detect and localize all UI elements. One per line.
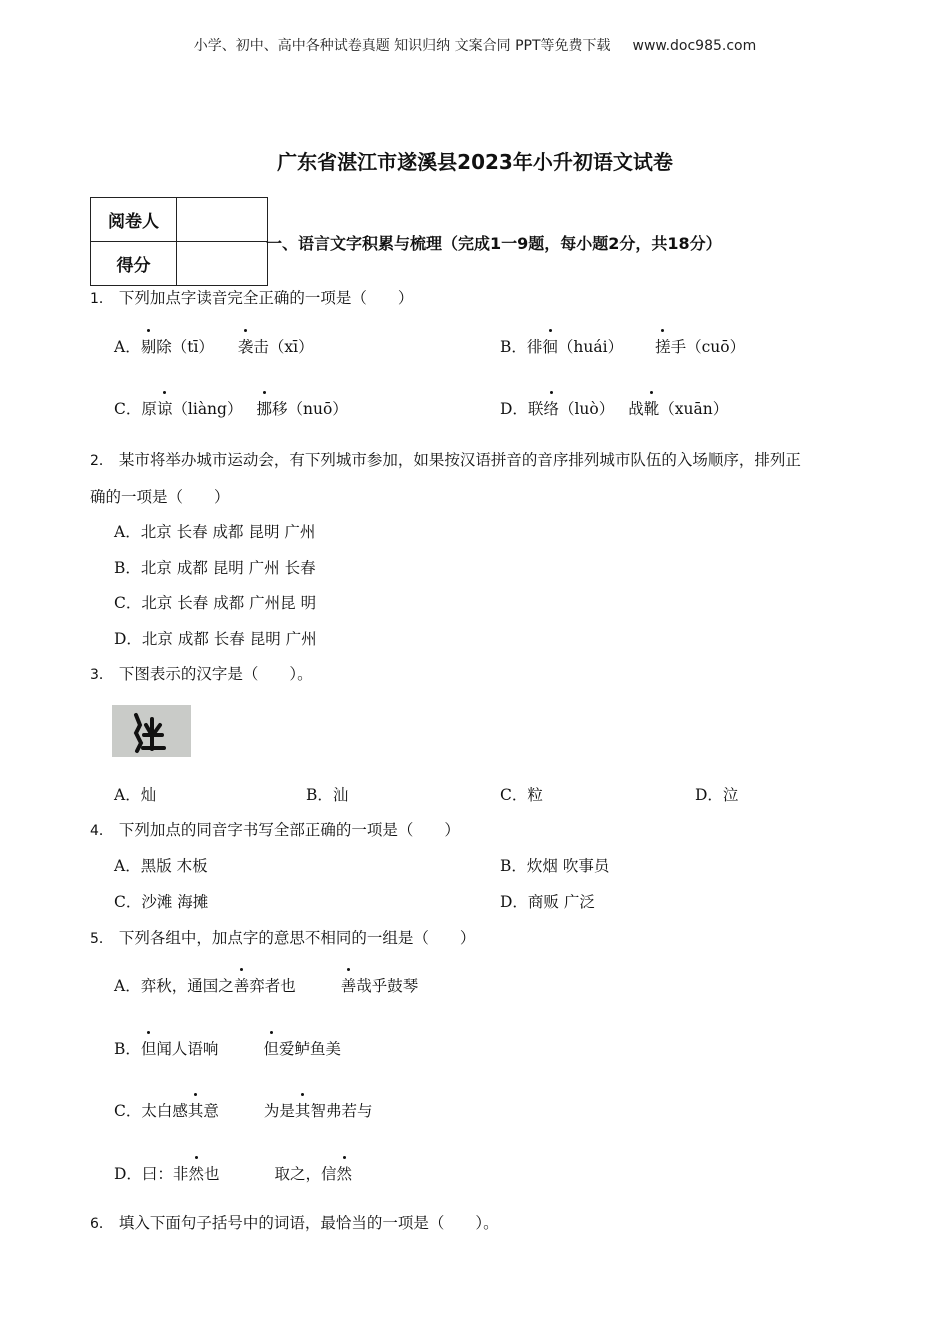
dotted-char: 谅 bbox=[157, 397, 173, 419]
glyph-stroke bbox=[155, 725, 160, 732]
glyph-stroke bbox=[146, 725, 150, 732]
question-number: 2． bbox=[90, 453, 113, 469]
option-text: A．弈秋，通国之 bbox=[114, 977, 234, 995]
q5-option-c[interactable] bbox=[114, 1099, 372, 1121]
header-text: 小学、初中、高中各种试卷真题 知识归纳 文案合同 PPT等免费下载 bbox=[193, 38, 611, 54]
q1-option-a[interactable] bbox=[114, 335, 314, 357]
dotted-char: 络 bbox=[543, 397, 559, 419]
q5-option-b[interactable] bbox=[114, 1037, 341, 1059]
question-stem: 下列加点的同音字书写全部正确的一项是（ ） bbox=[118, 821, 460, 839]
dotted-char: 但 bbox=[263, 1037, 279, 1059]
q2-option-b[interactable]: B．北京 成都 昆明 广州 长春 bbox=[114, 559, 316, 577]
score-cell bbox=[177, 242, 268, 286]
reviewer-cell bbox=[177, 198, 268, 242]
option-text: （xuān） bbox=[659, 400, 729, 418]
reviewer-label: 阅卷人 bbox=[91, 198, 177, 242]
header-site-link[interactable]: www.doc985.com bbox=[632, 38, 757, 54]
dotted-char: 其 bbox=[295, 1099, 311, 1121]
option-text: 弈者也 bbox=[249, 977, 296, 995]
q1-option-c[interactable] bbox=[114, 397, 348, 419]
page-header bbox=[0, 35, 950, 55]
option-text: 也 bbox=[203, 1165, 220, 1183]
dotted-char: 但 bbox=[141, 1037, 157, 1059]
option-text: C．太白感 bbox=[114, 1102, 188, 1120]
q2-option-c[interactable]: C．北京 长春 成都 广州昆 明 bbox=[114, 594, 317, 612]
q1-option-d[interactable] bbox=[500, 397, 728, 419]
dotted-char: 徊 bbox=[542, 335, 558, 357]
option-text: 击（xī） bbox=[253, 338, 314, 356]
question-2-line2: 确的一项是（ ） bbox=[90, 488, 230, 506]
question-number: 6． bbox=[90, 1216, 113, 1232]
option-text: 爱鲈鱼美 bbox=[278, 1040, 341, 1058]
question-stem: 下列加点字读音完全正确的一项是（ ） bbox=[118, 289, 414, 307]
q4-option-d[interactable]: D．商贩 广泛 bbox=[500, 893, 595, 911]
option-letter: C． bbox=[114, 400, 142, 418]
dotted-char: 善 bbox=[234, 974, 250, 996]
question-number: 4． bbox=[90, 823, 113, 839]
option-text: 手（cuō） bbox=[670, 338, 746, 356]
q4-option-c[interactable]: C．沙滩 海摊 bbox=[114, 893, 209, 911]
q5-option-a[interactable] bbox=[114, 974, 418, 996]
question-stem: 下图表示的汉字是（ ）。 bbox=[118, 665, 313, 683]
q2-option-a[interactable]: A．北京 长春 成都 昆明 广州 bbox=[114, 523, 316, 541]
question-3 bbox=[90, 662, 313, 684]
option-text: 智弗若与 bbox=[310, 1102, 373, 1120]
q2-option-d[interactable]: D．北京 成都 长春 昆明 广州 bbox=[114, 630, 317, 648]
q3-option-d[interactable]: D．泣 bbox=[695, 786, 739, 804]
question-2 bbox=[90, 448, 801, 470]
question-4 bbox=[90, 818, 460, 840]
option-text: 取之，信 bbox=[274, 1165, 337, 1183]
option-text: B． bbox=[114, 1040, 141, 1058]
q3-option-a[interactable]: A．灿 bbox=[114, 786, 157, 804]
option-text: 徘 bbox=[526, 338, 543, 356]
score-table bbox=[90, 197, 268, 286]
dotted-char: 挪 bbox=[256, 397, 272, 419]
dotted-char: 剔 bbox=[141, 335, 157, 357]
option-letter: D． bbox=[500, 400, 528, 418]
section-1-heading: 一、语言文字积累与梳理（完成1一9题，每小题2分，共18分） bbox=[266, 234, 722, 253]
option-text: （luò） bbox=[558, 400, 615, 418]
question-number: 5． bbox=[90, 931, 113, 947]
option-text: （liàng） bbox=[172, 400, 243, 418]
question-stem: 下列各组中，加点字的意思不相同的一组是（ ） bbox=[118, 929, 476, 947]
question-stem: 某市将举办城市运动会，有下列城市参加，如果按汉语拼音的音序排列城市队伍的入场顺序，排列正 bbox=[118, 451, 801, 469]
question-stem: 填入下面句子括号中的词语，最恰当的一项是（ ）。 bbox=[118, 1214, 499, 1232]
ancient-glyph-image bbox=[112, 705, 191, 757]
dotted-char: 然 bbox=[336, 1162, 352, 1184]
q5-option-d[interactable] bbox=[114, 1162, 352, 1184]
q3-option-b[interactable]: B．汕 bbox=[306, 786, 349, 804]
dotted-char: 靴 bbox=[644, 397, 660, 419]
option-text: 意 bbox=[203, 1102, 219, 1120]
glyph-water-stroke bbox=[136, 715, 141, 751]
q4-option-b[interactable]: B．炊烟 吹事员 bbox=[500, 857, 610, 875]
question-number: 3． bbox=[90, 667, 113, 683]
option-letter: A． bbox=[114, 338, 141, 356]
option-text: 哉乎鼓琴 bbox=[356, 977, 419, 995]
option-text: 原 bbox=[141, 400, 157, 418]
option-text: D．曰：非 bbox=[114, 1165, 189, 1183]
question-number: 1． bbox=[90, 291, 113, 307]
dotted-char: 袭 bbox=[238, 335, 254, 357]
dotted-char: 搓 bbox=[655, 335, 671, 357]
option-text: 移（nuō） bbox=[271, 400, 348, 418]
option-text: 闻人语响 bbox=[156, 1040, 219, 1058]
q4-option-a[interactable]: A．黑版 木板 bbox=[114, 857, 208, 875]
question-5 bbox=[90, 926, 475, 948]
option-text: 为是 bbox=[263, 1102, 295, 1120]
dotted-char: 然 bbox=[188, 1162, 204, 1184]
question-6 bbox=[90, 1211, 499, 1233]
q1-option-b[interactable] bbox=[500, 335, 745, 357]
option-letter: B． bbox=[500, 338, 527, 356]
option-text: （huái） bbox=[557, 338, 624, 356]
option-text: 联 bbox=[527, 400, 544, 418]
option-text: 除（tī） bbox=[156, 338, 214, 356]
dotted-char: 善 bbox=[341, 974, 357, 996]
score-label: 得分 bbox=[91, 242, 177, 286]
q3-option-c[interactable]: C．粒 bbox=[500, 786, 543, 804]
exam-title: 广东省湛江市遂溪县2023年小升初语文试卷 bbox=[277, 150, 673, 174]
dotted-char: 其 bbox=[188, 1099, 204, 1121]
option-text: 战 bbox=[628, 400, 644, 418]
question-1 bbox=[90, 286, 413, 308]
glyph-drawing bbox=[112, 705, 191, 757]
